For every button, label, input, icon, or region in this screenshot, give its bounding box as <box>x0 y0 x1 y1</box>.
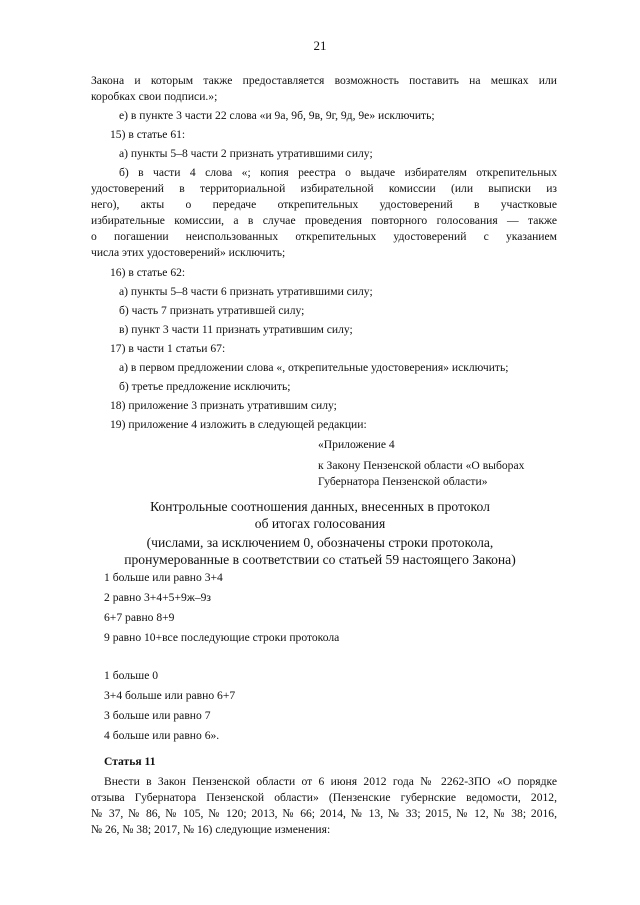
paragraph-line: коробках свои подписи.»; <box>91 90 218 103</box>
relation-line: 3+4 больше или равно 6+7 <box>104 689 236 702</box>
page-number: 21 <box>313 38 327 53</box>
paragraph-line: числа этих удостоверений» исключить; <box>91 246 286 259</box>
list-item: в) пункт 3 части 11 признать утратившим силу; <box>119 323 353 336</box>
appendix-ref-line: к Закону Пензенской области «О выборах <box>318 459 525 472</box>
list-item: 15) в статье 61: <box>110 128 186 141</box>
section-heading-line: пронумерованные в соответствии со статьей 59 настоящего Закона) <box>124 552 516 567</box>
paragraph-line: о погашении неиспользованных открепительных удостоверений с указанием <box>91 230 557 243</box>
appendix-label: «Приложение 4 <box>318 438 395 451</box>
paragraph-line: избирательные комиссии, а в случае проведения повторного голосования — также <box>91 214 557 227</box>
list-item: б) часть 7 признать утратившей силу; <box>119 304 305 317</box>
list-item: а) пункты 5–8 части 2 признать утратившими силу; <box>119 147 373 160</box>
relation-line: 2 равно 3+4+5+9ж–9з <box>104 591 211 604</box>
relation-line: 1 больше или равно 3+4 <box>104 571 223 584</box>
section-heading-line: об итогах голосования <box>254 516 386 531</box>
paragraph-line: б) в части 4 слова «; копия реестра о выдаче избирателям открепительных <box>119 166 557 179</box>
list-item: а) в первом предложении слова «, открепительные удостоверения» исключить; <box>119 361 509 374</box>
section-heading-line: (числами, за исключением 0, обозначены строки протокола, <box>146 535 494 550</box>
appendix-ref-line: Губернатора Пензенской области» <box>318 475 488 488</box>
paragraph-line: него), акты о передаче открепительных удостоверений в участковые <box>91 198 557 211</box>
list-item: а) пункты 5–8 части 6 признать утратившими силу; <box>119 285 373 298</box>
relation-line: 6+7 равно 8+9 <box>104 611 175 624</box>
list-item: б) третье предложение исключить; <box>119 380 291 393</box>
list-item: е) в пункте 3 части 22 слова «и 9а, 9б, 9в, 9г, 9д, 9е» исключить; <box>119 109 435 122</box>
relation-line: 3 больше или равно 7 <box>104 709 211 722</box>
paragraph-line: Внести в Закон Пензенской области от 6 июня 2012 года № 2262-ЗПО «О порядке <box>104 775 557 788</box>
article-title: Статья 11 <box>104 755 156 768</box>
list-item: 19) приложение 4 изложить в следующей редакции: <box>110 418 367 431</box>
paragraph-line: Закона и которым также предоставляется возможность поставить на мешках или <box>91 74 557 87</box>
paragraph-line: отзыва Губернатора Пензенской области» (Пензенские губернские ведомости, 2012, <box>91 791 557 804</box>
paragraph-line: № 26, № 38; 2017, № 16) следующие изменения: <box>91 823 331 836</box>
relation-line: 9 равно 10+все последующие строки протокола <box>104 631 340 644</box>
list-item: 18) приложение 3 признать утратившим силу; <box>110 399 337 412</box>
paragraph-line: № 37, № 86, № 105, № 120; 2013, № 66; 2014, № 13, № 33; 2015, № 12, № 38; 2016, <box>91 807 557 820</box>
list-item: 16) в статье 62: <box>110 266 186 279</box>
list-item: 17) в части 1 статьи 67: <box>110 342 226 355</box>
relation-line: 4 больше или равно 6». <box>104 729 220 742</box>
section-heading-line: Контрольные соотношения данных, внесенных в протокол <box>150 499 490 514</box>
relation-line: 1 больше 0 <box>104 669 159 682</box>
paragraph-line: удостоверений в территориальной избирательной комиссии (или выписки из <box>91 182 557 195</box>
